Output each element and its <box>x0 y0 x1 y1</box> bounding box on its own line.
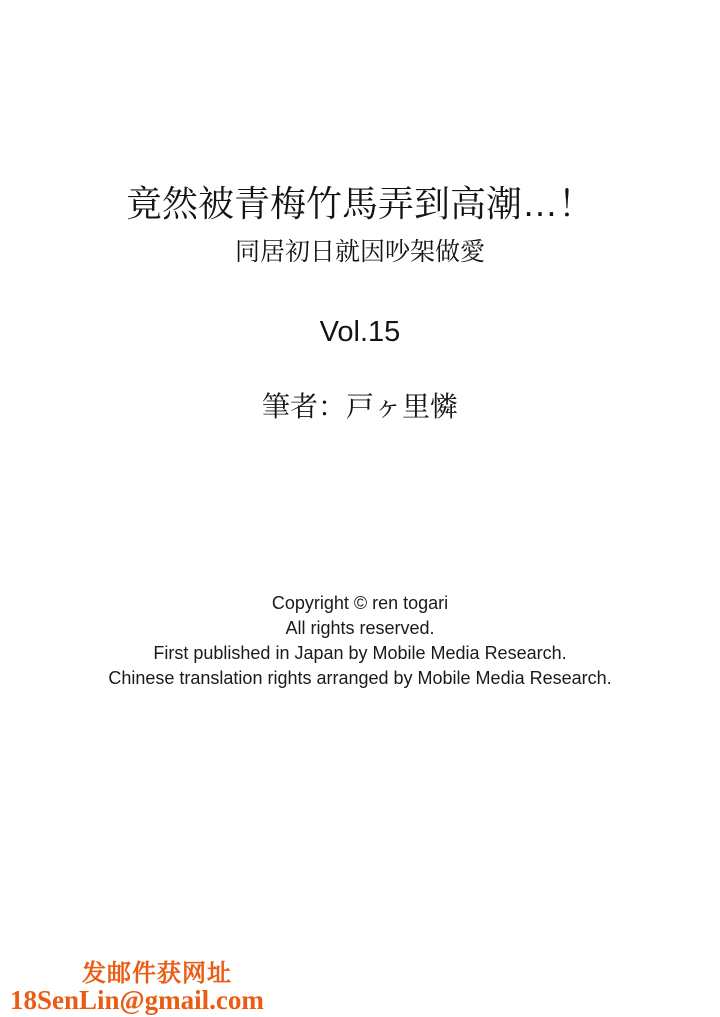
page-subtitle: 同居初日就因吵架做愛 <box>234 238 485 266</box>
copyright-block <box>0 591 720 691</box>
watermark-note: 发邮件获网址 <box>82 961 232 987</box>
copyright-line: All rights reserved. <box>285 618 435 638</box>
page-title: 竟然被青梅竹馬弄到高潮…！ <box>125 183 594 224</box>
watermark-email: 18SenLin@gmail.com <box>10 985 264 1015</box>
copyright-line: Chinese translation rights arranged by Mobile Media Research. <box>108 668 612 688</box>
copyright-line: First published in Japan by Mobile Media Research. <box>153 643 567 663</box>
watermark <box>10 961 264 1015</box>
author-line: 筆者：戸ヶ里憐 <box>261 391 458 422</box>
volume-label: Vol.15 <box>319 316 401 348</box>
copyright-line: Copyright © ren togari <box>271 593 449 613</box>
